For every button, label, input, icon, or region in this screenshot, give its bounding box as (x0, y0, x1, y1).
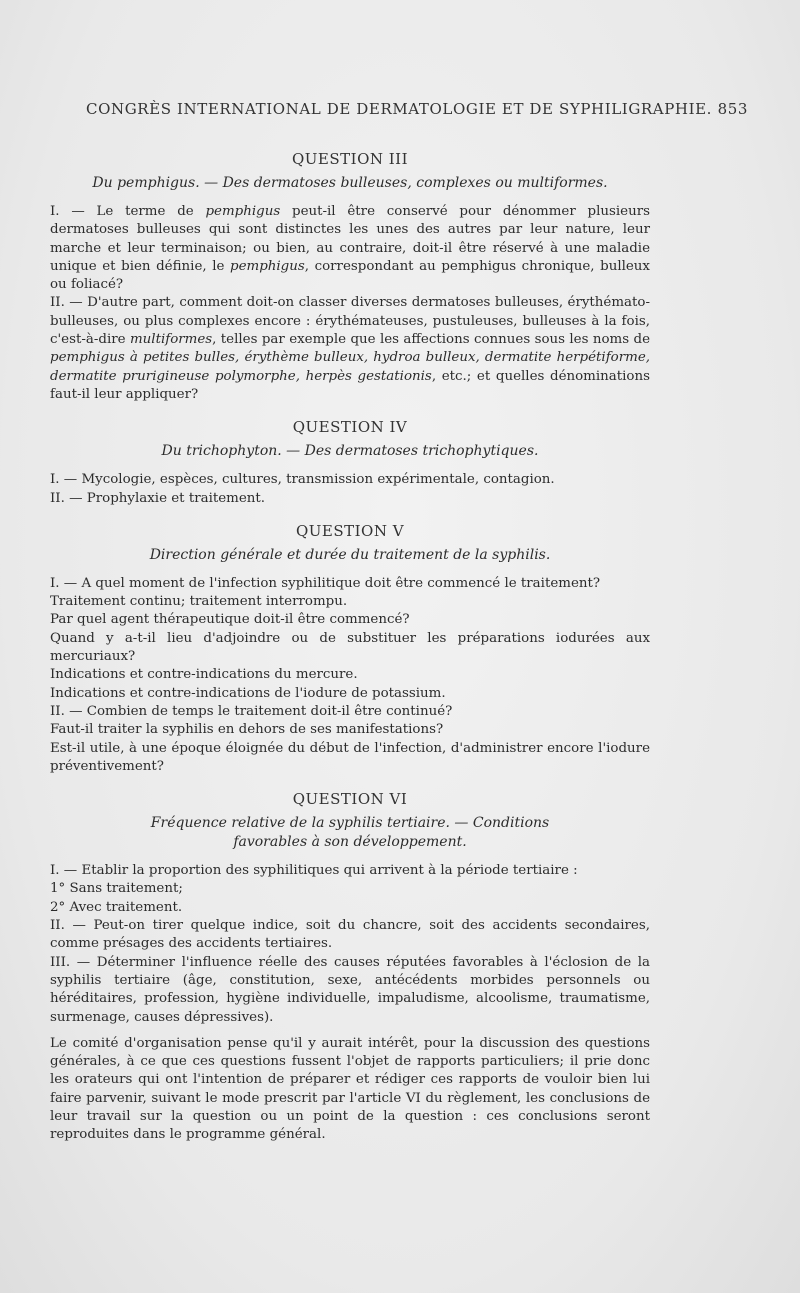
question-3-paragraph-1: I. — Le terme de pemphigus peut-il être conservé pour dénommer plusieurs dermatoses bulleuses qui sont distinctes les unes des autres par leur nature, leur marche et leur terminaison; ou bien, au contraire, doit-il être réservé à une maladie unique et bien définie, le pemphigus, correspondant au pemphigus chronique, bulleux ou foliacé? (50, 204, 650, 293)
question-6-subtitle (50, 814, 650, 852)
question-5-subtitle: Direction générale et durée du traitement de la syphilis. (149, 546, 551, 563)
question-4-line-1: I. — Mycologie, espèces, cultures, transmission expérimentale, contagion. (50, 472, 555, 488)
question-5-line-2: Traitement continu; traitement interrompu. (50, 594, 348, 610)
question-6-heading: QUESTION VI (292, 790, 408, 809)
question-4-subtitle: Du trichophyton. — Des dermatoses trichophytiques. (161, 443, 539, 460)
question-3-heading: QUESTION III (291, 150, 409, 168)
question-5-line-4: Quand y a-t-il lieu d'adjoindre ou de substituer les préparations iodurées aux mercuriaux? (50, 630, 650, 665)
question-4-line-2: II. — Prophylaxie et traitement. (50, 490, 266, 506)
question-6-line-1: I. — Etablir la proportion des syphilitiques qui arrivent à la période tertiaire : (50, 863, 578, 879)
question-6-line-4: II. — Peut-on tirer quelque indice, soit du chancre, soit des accidents secondaires, comme présages des accidents tertiaires. (50, 918, 650, 952)
question-5-line-7: II. — Combien de temps le traitement doit-il être continué? (50, 703, 453, 719)
question-5-line-5: Indications et contre-indications du mercure. (50, 667, 358, 683)
question-5-line-6: Indications et contre-indications de l'iodure de potassium. (50, 685, 446, 701)
question-6-line-3: 2° Avec traitement. (50, 899, 183, 915)
question-6-subtitle-line-1: Fréquence relative de la syphilis tertiaire. — Conditions (150, 815, 550, 832)
question-5-line-8: Faut-il traiter la syphilis en dehors de ses manifestations? (50, 722, 444, 738)
question-5-line-3: Par quel agent thérapeutique doit-il être commencé? (50, 612, 410, 628)
question-6-line-5: III. — Déterminer l'influence réelle des causes réputées favorables à l'éclosion de la syphilis tertiaire (âge, constitution, sexe, antécédents morbides personnels ou héréditaires, profession, hygiène individuelle, impaludisme, alcoolisme, traumatisme, surmenage, causes dépressives). (50, 954, 650, 1025)
question-6-subtitle-line-2: favorables à son développement. (233, 834, 467, 851)
page-number: 853 (717, 100, 748, 118)
question-4-heading: QUESTION IV (292, 418, 408, 437)
running-header (86, 100, 776, 118)
question-6-line-2: 1° Sans traitement; (50, 881, 183, 897)
question-5-line-1: I. — A quel moment de l'infection syphilitique doit être commencé le traitement? (50, 575, 601, 591)
question-5-line-9: Est-il utile, à une époque éloignée du début de l'infection, d'administrer encore l'iodure préventivement? (50, 740, 650, 774)
running-title: CONGRÈS INTERNATIONAL DE DERMATOLOGIE ET DE SYPHILIGRAPHIE. (86, 100, 713, 118)
question-3-subtitle: Du pemphigus. — Des dermatoses bulleuses, complexes ou multiformes. (92, 175, 608, 191)
closing-paragraph: Le comité d'organisation pense qu'il y aurait intérêt, pour la discussion des questions générales, à ce que ces questions fussent l'objet de rapports particuliers; il prie donc les orateurs qui ont l'intention de préparer et rédiger ces rapports de vouloir bien lui faire parvenir, suivant le mode prescrit par l'article VI du règlement, les conclusions de leur travail sur la question ou un point de la question : ces conclusions seront reproduites dans le programme général. (50, 1035, 650, 1143)
page-content (50, 150, 650, 1145)
question-5-heading: QUESTION V (295, 521, 405, 540)
question-3-paragraph-2: II. — D'autre part, comment doit-on classer diverses dermatoses bulleuses, érythémato-bulleuses, ou plus complexes encore : érythémateuses, pustuleuses, bulleuses à la fois, c'est-à-dire multiformes, telles par exemple que les affections connues sous les noms de pemphigus à petites bulles, érythème bulleux, hydroa bulleux, dermatite herpétiforme, dermatite prurigineuse polymorphe, herpès gestationis, etc.; et quelles dénominations faut-il leur appliquer? (50, 295, 651, 402)
